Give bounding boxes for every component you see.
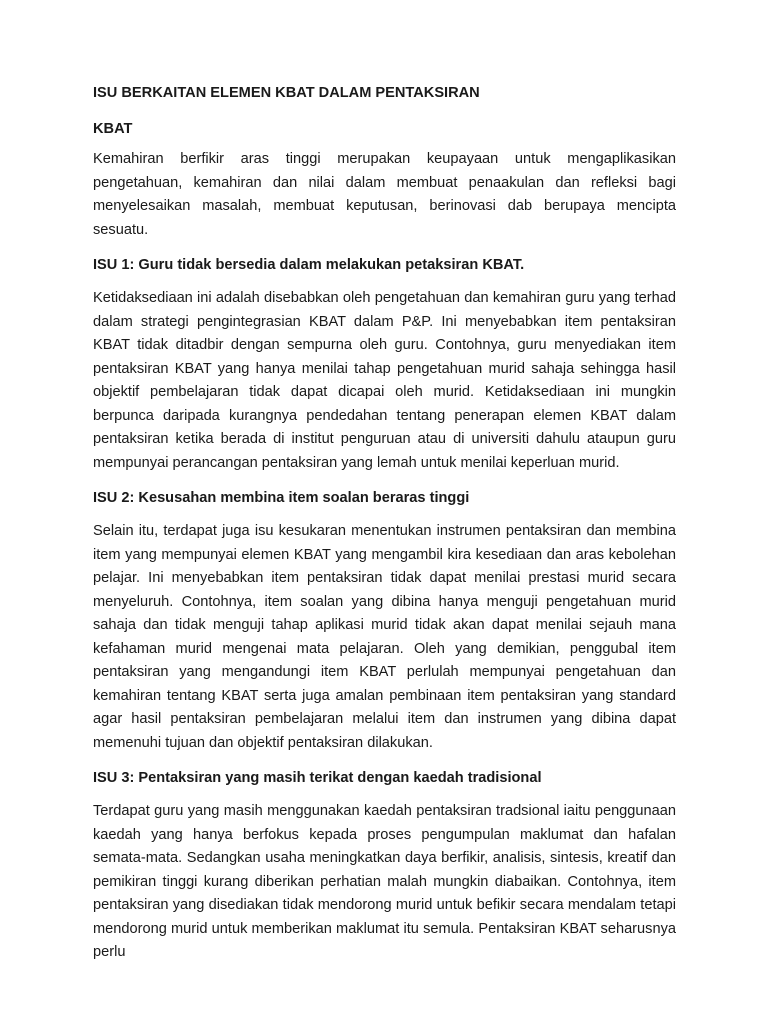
- issue-3-heading: ISU 3: Pentaksiran yang masih terikat dengan kaedah tradisional: [93, 770, 542, 786]
- issue-2-heading: ISU 2: Kesusahan membina item soalan beraras tinggi: [93, 490, 470, 506]
- document-title: ISU BERKAITAN ELEMEN KBAT DALAM PENTAKSIRAN: [93, 85, 480, 101]
- issue-2-paragraph: Selain itu, terdapat juga isu kesukaran menentukan instrumen pentaksiran dan membina item yang mempunyai elemen KBAT yang mengambil kira kesediaan dan aras kebolehan pelajar. Ini menyebabkan item pentaksiran tidak dapat menilai prestasi murid secara menyeluruh. Contohnya, item soalan yang dibina hanya menguji pengetahuan murid sahaja dan tidak menguji tahap aplikasi murid tidak akan dapat menilai sejauh mana kefahaman murid mengenai mata pelajaran. Oleh yang demikian, penggubal item pentaksiran yang mengandungi item KBAT perlulah mempunyai pengetahuan dan kemahiran tentang KBAT serta juga amalan pembinaan item pentaksiran yang standard agar hasil pentaksiran pembelajaran melalui item dan instrumen yang dibina dapat memenuhi tujuan dan objektif pentaksiran dilakukan.: [93, 523, 676, 751]
- issue-1-heading: ISU 1: Guru tidak bersedia dalam melakukan petaksiran KBAT.: [93, 257, 525, 273]
- definition-paragraph: Kemahiran berfikir aras tinggi merupakan keupayaan untuk mengaplikasikan pengetahuan, kemahiran dan nilai dalam membuat penaakulan dan refleksi bagi menyelesaikan masalah, membuat keputusan, berinovasi dab berupaya mencipta sesuatu.: [93, 151, 676, 238]
- section-label: KBAT: [93, 121, 133, 137]
- document-page: [93, 82, 676, 965]
- issue-1-paragraph: Ketidaksediaan ini adalah disebabkan oleh pengetahuan dan kemahiran guru yang terhad dalam strategi pengintegrasian KBAT dalam P&P. Ini menyebabkan item pentaksiran KBAT tidak ditadbir dengan sempurna oleh guru. Contohnya, guru menyediakan item pentaksiran KBAT yang hanya menilai tahap pengetahuan murid sahaja sehingga hasil objektif pembelajaran tidak dapat dicapai oleh murid. Ketidaksediaan ini mungkin berpunca daripada kurangnya pendedahan tentang penerapan elemen KBAT dalam pentaksiran ketika berada di institut penguruan atau di universiti dahulu ataupun guru mempunyai perancangan pentaksiran yang lemah untuk menilai keperluan murid.: [93, 290, 676, 471]
- issue-3-paragraph: Terdapat guru yang masih menggunakan kaedah pentaksiran tradsional iaitu penggunaan kaedah yang hanya berfokus kepada proses pengumpulan maklumat dan hafalan semata-mata. Sedangkan usaha meningkatkan daya berfikir, analisis, sintesis, kreatif dan pemikiran tinggi kurang diberikan perhatian malah mungkin diabaikan. Contohnya, item pentaksiran yang disediakan tidak mendorong murid untuk befikir secara mendalam tetapi mendorong murid untuk memberikan maklumat itu semula. Pentaksiran KBAT seharusnya perlu: [93, 803, 676, 960]
